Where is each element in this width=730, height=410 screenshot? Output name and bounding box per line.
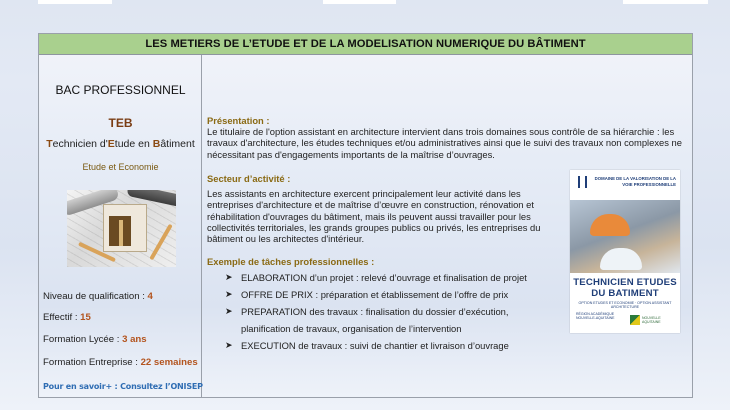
fact-value: 22 semaines bbox=[140, 357, 198, 368]
task-text-continued: planification de travaux, organisation de l’intervention bbox=[241, 323, 462, 334]
region-flag-icon bbox=[630, 315, 640, 325]
fact-headcount bbox=[43, 312, 91, 323]
list-item bbox=[225, 269, 565, 286]
fact-school-training bbox=[43, 334, 147, 345]
region-logo bbox=[630, 315, 676, 327]
top-strip bbox=[323, 0, 396, 4]
brochure-cover bbox=[570, 170, 680, 333]
brochure-title-line1: TECHNICIEN ETUDES bbox=[573, 277, 677, 288]
name-part: echnicien d' bbox=[52, 138, 108, 150]
task-text: PREPARATION des travaux : finalisation du dossier d’exécution, bbox=[241, 306, 509, 317]
page-title: LES METIERS DE L’ETUDE ET DE LA MODELISATION NUMERIQUE DU BÂTIMENT bbox=[39, 34, 692, 55]
task-text: OFFRE DE PRIX : préparation et établissement de l’offre de prix bbox=[241, 289, 509, 300]
arrow-bullet-icon: ➤ bbox=[225, 306, 233, 316]
arrow-bullet-icon: ➤ bbox=[225, 340, 233, 350]
sidebar bbox=[39, 55, 202, 397]
fact-label: Niveau de qualification : bbox=[43, 291, 148, 302]
onisep-link[interactable]: Pour en savoir+ : Consultez l’ONISEP bbox=[43, 382, 203, 391]
fact-qualification bbox=[43, 291, 153, 302]
list-item bbox=[225, 337, 565, 354]
diploma-label: BAC PROFESSIONNEL bbox=[55, 83, 186, 97]
ministry-logo-icon bbox=[578, 176, 587, 188]
brochure-subtitle: OPTION ETUDES ET ECONOMIE · OPTION ASSISTANT ARCHITECTURE bbox=[578, 301, 672, 310]
list-item bbox=[225, 303, 565, 337]
initial-b: B bbox=[152, 138, 161, 150]
initial-t: T bbox=[46, 138, 53, 150]
tasks-title: Exemple de tâches professionnelles : bbox=[207, 256, 375, 267]
brochure-title bbox=[570, 278, 680, 299]
arrow-bullet-icon: ➤ bbox=[225, 272, 233, 282]
name-part: tude en bbox=[114, 138, 153, 150]
fact-label: Formation Lycée : bbox=[43, 334, 123, 345]
region-label: NOUVELLE AQUITAINE bbox=[642, 316, 661, 324]
option-label: Etude et Economie bbox=[82, 162, 159, 172]
task-text: ELABORATION d’un projet : relevé d’ouvrage et finalisation de projet bbox=[241, 272, 527, 283]
fact-value: 3 ans bbox=[122, 334, 147, 345]
fact-company-training bbox=[43, 357, 198, 368]
acronym: TEB bbox=[108, 116, 133, 130]
list-item bbox=[225, 286, 565, 303]
full-name bbox=[39, 138, 202, 150]
name-part: âtiment bbox=[160, 138, 195, 150]
presentation-text: Le titulaire de l'option assistant en architecture intervient dans trois domaines sous contrôle de sa hiérarchie : les travaux d'architecture, les études techniques et/ou administratives ainsi que le suivi des travaux non complexes ne nécessitant pas d'engagements importants de la maîtrise d’ouvrages. bbox=[207, 126, 682, 160]
brochure-title-line2: DU BATIMENT bbox=[591, 287, 659, 299]
fact-value: 15 bbox=[80, 312, 91, 323]
task-text: EXECUTION de travaux : suivi de chantier et livraison d’ouvrage bbox=[241, 340, 509, 351]
sector-title: Secteur d’activité : bbox=[207, 173, 291, 184]
fact-label: Formation Entreprise : bbox=[43, 357, 141, 368]
presentation-title: Présentation : bbox=[207, 115, 270, 126]
brochure-header: DOMAINE DE LA VALORISATION DE LA VOIE PROFESSIONNELLE bbox=[594, 176, 676, 187]
house-wall bbox=[119, 220, 123, 246]
sector-text: Les assistants en architecture exercent principalement leur activité dans les entreprises d'architecture et de maîtrise d’œuvre en construction, rénovation et réhabilitation d'ouvrages du bâtiment, mais ils peuvent aussi travailler pour les collectivités territoriales, les grands groupes publics ou privés, les entreprises du bâtiment ou les architectes d'intérieur. bbox=[207, 188, 541, 245]
top-strip bbox=[38, 0, 112, 4]
house-model-image bbox=[67, 190, 176, 267]
fact-value: 4 bbox=[147, 291, 153, 302]
tasks-list bbox=[225, 269, 565, 354]
fact-label: Effectif : bbox=[43, 312, 81, 323]
top-strip bbox=[623, 0, 708, 4]
academy-label: RÉGION ACADÉMIQUE NOUVELLE-AQUITAINE bbox=[576, 312, 615, 321]
initial-e: E bbox=[107, 138, 115, 150]
arrow-bullet-icon: ➤ bbox=[225, 289, 233, 299]
